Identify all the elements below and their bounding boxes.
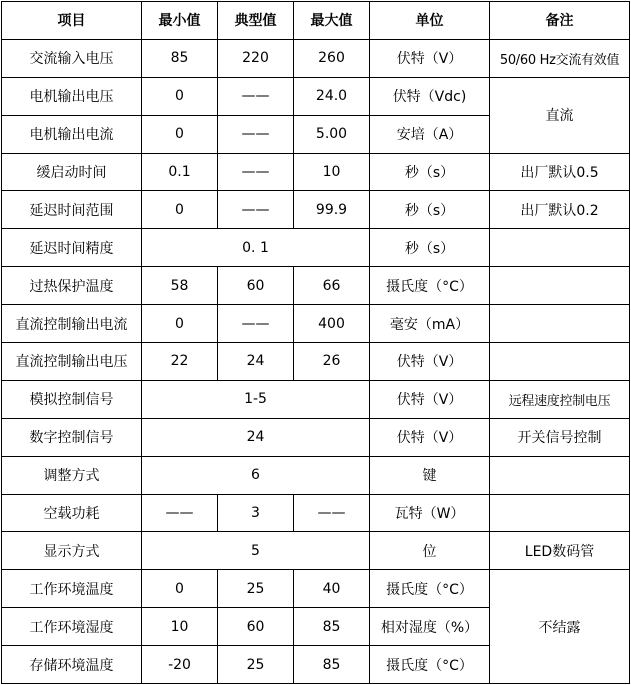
value-cell: 5 <box>142 532 370 570</box>
unit-cell: 秒（s） <box>370 229 490 267</box>
header-note: 备注 <box>490 2 630 40</box>
unit-cell: 相对湿度（%） <box>370 608 490 646</box>
max-cell: 99.9 <box>294 191 370 229</box>
max-cell: 85 <box>294 646 370 684</box>
max-cell: 260 <box>294 39 370 77</box>
unit-cell: 摄氏度（°C） <box>370 646 490 684</box>
typ-cell: 25 <box>218 646 294 684</box>
note-cell <box>490 494 630 532</box>
typ-cell: 60 <box>218 608 294 646</box>
note-cell <box>490 267 630 305</box>
note-cell <box>490 229 630 267</box>
note-cell: 出厂默认0.2 <box>490 191 630 229</box>
max-cell: 5.00 <box>294 115 370 153</box>
table-row <box>2 343 630 381</box>
unit-cell: 瓦特（W） <box>370 494 490 532</box>
unit-cell: 摄氏度（°C） <box>370 570 490 608</box>
note-cell: LED数码管 <box>490 532 630 570</box>
typ-cell: —— <box>218 115 294 153</box>
unit-cell: 伏特（V） <box>370 380 490 418</box>
table-row <box>2 191 630 229</box>
typ-cell: 220 <box>218 39 294 77</box>
min-cell: 0.1 <box>142 153 218 191</box>
unit-cell: 键 <box>370 456 490 494</box>
min-cell: 0 <box>142 115 218 153</box>
min-cell: 0 <box>142 77 218 115</box>
table-row <box>2 532 630 570</box>
header-unit: 单位 <box>370 2 490 40</box>
table-row <box>2 418 630 456</box>
max-cell: 40 <box>294 570 370 608</box>
item-cell: 显示方式 <box>2 532 142 570</box>
min-cell: —— <box>142 494 218 532</box>
unit-cell: 秒（s） <box>370 191 490 229</box>
table-row <box>2 380 630 418</box>
typ-cell: —— <box>218 305 294 343</box>
value-cell: 1-5 <box>142 380 370 418</box>
max-cell: 24.0 <box>294 77 370 115</box>
typ-cell: 25 <box>218 570 294 608</box>
item-cell: 交流输入电压 <box>2 39 142 77</box>
unit-cell: 秒（s） <box>370 153 490 191</box>
item-cell: 空载功耗 <box>2 494 142 532</box>
max-cell: 66 <box>294 267 370 305</box>
table-row <box>2 267 630 305</box>
min-cell: 85 <box>142 39 218 77</box>
typ-cell: —— <box>218 77 294 115</box>
value-cell: 0. 1 <box>142 229 370 267</box>
item-cell: 模拟控制信号 <box>2 380 142 418</box>
min-cell: 0 <box>142 570 218 608</box>
max-cell: 10 <box>294 153 370 191</box>
note-cell: 50/60 Hz交流有效值 <box>490 39 630 77</box>
min-cell: 0 <box>142 191 218 229</box>
unit-cell: 安培（A） <box>370 115 490 153</box>
typ-cell: 3 <box>218 494 294 532</box>
item-cell: 存储环境温度 <box>2 646 142 684</box>
min-cell: 58 <box>142 267 218 305</box>
unit-cell: 伏特（Vdc) <box>370 77 490 115</box>
table-row <box>2 570 630 608</box>
item-cell: 直流控制输出电流 <box>2 305 142 343</box>
item-cell: 延迟时间范围 <box>2 191 142 229</box>
item-cell: 直流控制输出电压 <box>2 343 142 381</box>
table-row <box>2 456 630 494</box>
note-cell: 出厂默认0.5 <box>490 153 630 191</box>
item-cell: 过热保护温度 <box>2 267 142 305</box>
table-row <box>2 494 630 532</box>
table-row <box>2 229 630 267</box>
table-row <box>2 153 630 191</box>
item-cell: 数字控制信号 <box>2 418 142 456</box>
item-cell: 电机输出电流 <box>2 115 142 153</box>
max-cell: 85 <box>294 608 370 646</box>
header-row <box>2 2 630 40</box>
typ-cell: —— <box>218 153 294 191</box>
header-typ: 典型值 <box>218 2 294 40</box>
unit-cell: 位 <box>370 532 490 570</box>
header-item: 项目 <box>2 2 142 40</box>
unit-cell: 伏特（V） <box>370 343 490 381</box>
header-min: 最小值 <box>142 2 218 40</box>
unit-cell: 伏特（V） <box>370 39 490 77</box>
value-cell: 6 <box>142 456 370 494</box>
typ-cell: —— <box>218 191 294 229</box>
spec-table <box>1 1 630 684</box>
item-cell: 电机输出电压 <box>2 77 142 115</box>
note-cell: 直流 <box>490 77 630 153</box>
item-cell: 缓启动时间 <box>2 153 142 191</box>
header-max: 最大值 <box>294 2 370 40</box>
item-cell: 延迟时间精度 <box>2 229 142 267</box>
unit-cell: 伏特（V） <box>370 418 490 456</box>
unit-cell: 摄氏度（°C） <box>370 267 490 305</box>
item-cell: 工作环境温度 <box>2 570 142 608</box>
max-cell: 400 <box>294 305 370 343</box>
item-cell: 调整方式 <box>2 456 142 494</box>
typ-cell: 60 <box>218 267 294 305</box>
note-cell: 远程速度控制电压 <box>490 380 630 418</box>
unit-cell: 毫安（mA） <box>370 305 490 343</box>
min-cell: 0 <box>142 305 218 343</box>
table-row <box>2 39 630 77</box>
typ-cell: 24 <box>218 343 294 381</box>
note-cell <box>490 343 630 381</box>
max-cell: 26 <box>294 343 370 381</box>
table-row <box>2 305 630 343</box>
table-row <box>2 77 630 115</box>
max-cell: —— <box>294 494 370 532</box>
note-cell <box>490 305 630 343</box>
min-cell: 22 <box>142 343 218 381</box>
value-cell: 24 <box>142 418 370 456</box>
note-cell <box>490 456 630 494</box>
min-cell: -20 <box>142 646 218 684</box>
note-cell: 不结露 <box>490 570 630 684</box>
min-cell: 10 <box>142 608 218 646</box>
note-cell: 开关信号控制 <box>490 418 630 456</box>
item-cell: 工作环境湿度 <box>2 608 142 646</box>
